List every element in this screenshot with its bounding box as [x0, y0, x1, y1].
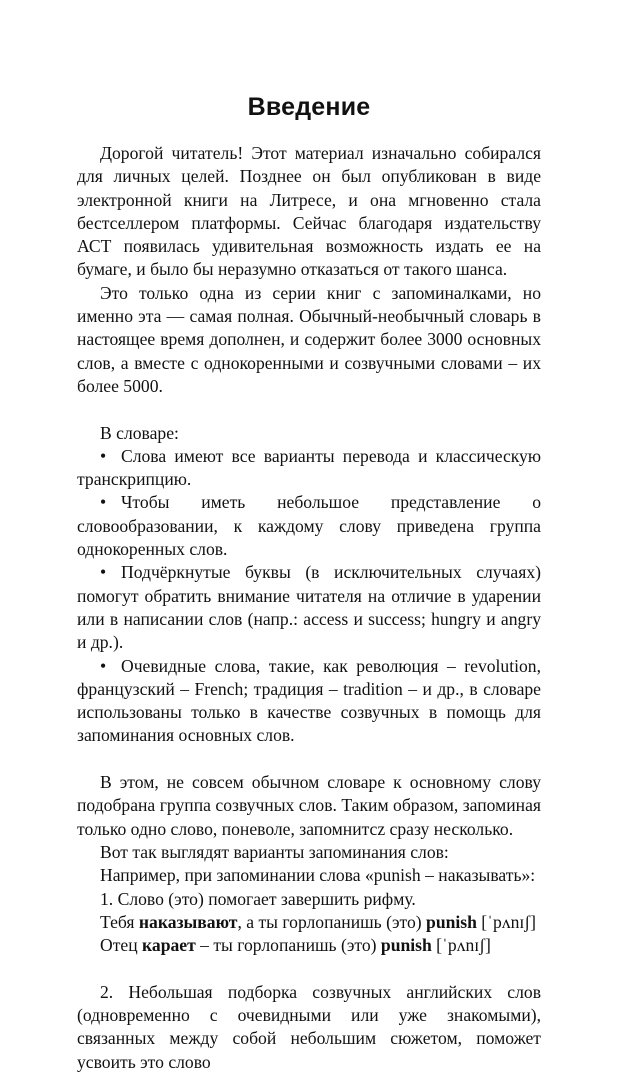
example-text: Тебя: [100, 911, 139, 932]
feature-list: [77, 445, 541, 748]
example-text: Отец: [100, 935, 143, 956]
feature-list-item: [77, 561, 541, 654]
intro-paragraph: Дорогой читатель! Этот материал изначально собирался для личных целей. Позднее он был опубликован в виде электронной книги на Литресе, и она мгновенно стала бестселлером платформы. Сейчас благодаря издательству АСТ появилась удивительная возможность издать ее на бумаге, и было бы неразумно отказаться от такого шанса.: [77, 143, 541, 280]
feature-text: Чтобы иметь небольшое представление о словообразовании, к каждому слову приведена группа однокоренных слов.: [77, 492, 541, 560]
page-body: [77, 142, 541, 1074]
example-english-word: punish: [380, 935, 432, 956]
bullet-icon: •: [100, 445, 107, 466]
intro-paragraph: Это только одна из серии книг с запоминалками, но именно эта — самая полная. Обычный-необычный словарь в настоящее время дополнен, и содержит более 3000 основных слов, а вместе с однокоренными и созвучными словами – их более 5000.: [77, 282, 541, 396]
closing-paragraph: 2. Небольшая подборка созвучных английских слов (одновременно с очевидными или уже знакомыми), связанных между собой небольшим сюжетом, поможет усвоить это слово: [77, 981, 541, 1072]
bullet-icon: •: [100, 562, 107, 583]
method-paragraph: В этом, не совсем обычном словаре к основному слову подобрана группа созвучных слов. Таким образом, запоминая только одно слово, поневоле, запомнитсz сразу несколько.: [77, 772, 541, 839]
example-text: , а ты горлопанишь (это): [237, 911, 427, 932]
feature-list-item: [77, 491, 541, 561]
feature-text: Очевидные слова, такие, как революция – revolution, французский – French; традиция – tradition – и др., в словаре использованы только в качестве созвучных в помощь для запоминания основных слов.: [77, 655, 541, 746]
method-paragraph: Вот так выглядят варианты запоминания слов:: [100, 841, 449, 862]
paragraph-gap: [77, 957, 541, 980]
bullet-icon: •: [100, 655, 107, 676]
feature-list-item: [77, 655, 541, 748]
rhyme-example: [77, 934, 541, 957]
paragraph-gap: [77, 398, 541, 421]
feature-text: Слова имеют все варианты перевода и классическую транскрипцию.: [77, 445, 541, 490]
method-paragraph: Например, при запоминании слова «punish – наказывать»:: [100, 865, 536, 886]
paragraph-gap: [77, 748, 541, 771]
rhyme-example: [77, 911, 541, 934]
feature-list-item: [77, 445, 541, 492]
feature-text: Подчёркнутые буквы (в исключительных случаях) помогут обратить внимание читателя на отличие в ударении или в написании слов (напр.: access и success; hungry и angry и др.).: [77, 562, 541, 653]
example-transcription: [ˈpʌnɪʃ]: [431, 935, 491, 956]
example-translation: карает: [142, 935, 196, 956]
page-title: Введение: [247, 93, 371, 121]
dictionary-heading: В словаре:: [100, 422, 179, 443]
example-transcription: [ˈpʌnɪʃ]: [476, 911, 537, 932]
example-english-word: punish: [426, 911, 477, 932]
method-paragraph: 1. Слово (это) помогает завершить рифму.: [100, 888, 416, 909]
example-translation: наказывают: [138, 911, 238, 932]
example-text: – ты горлопанишь (это): [195, 935, 381, 956]
bullet-icon: •: [100, 492, 107, 513]
